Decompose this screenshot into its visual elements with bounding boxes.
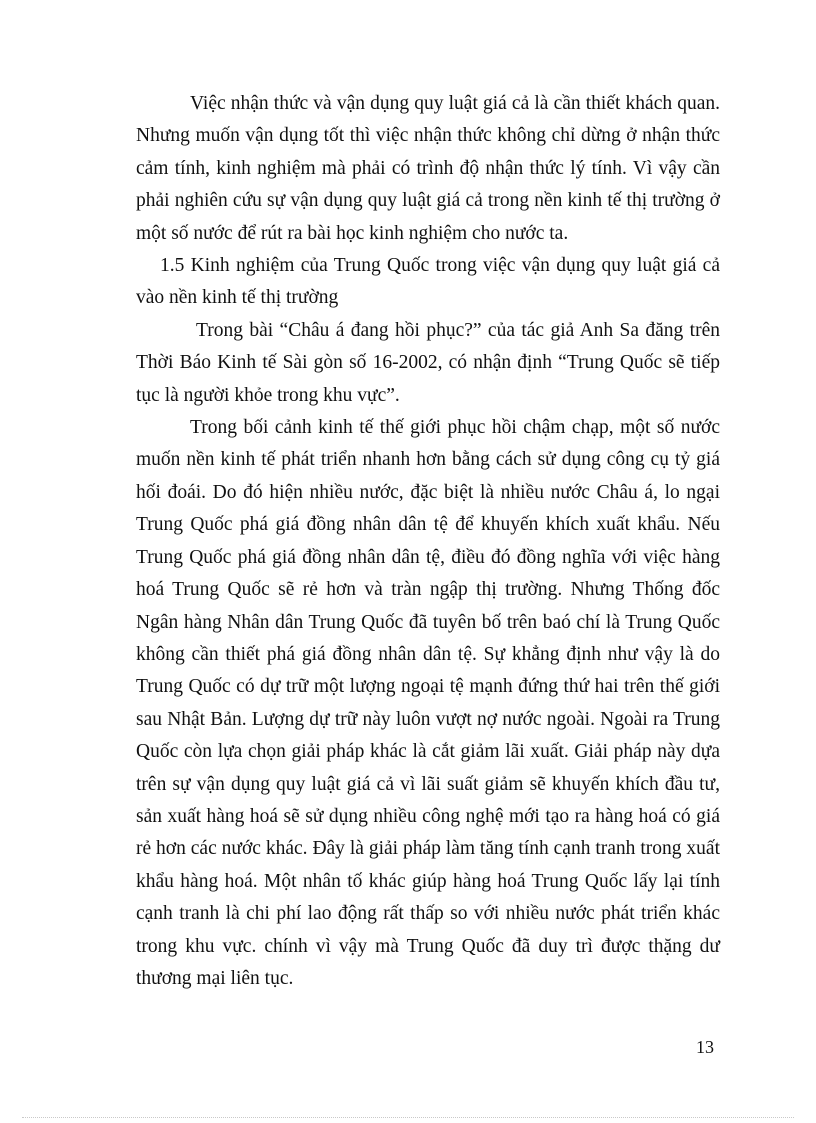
page-number: 13: [696, 1037, 714, 1057]
paragraph-main: Trong bối cảnh kinh tế thế giới phục hồi chậm chạp, một số nước muốn nền kinh tế phát triển nhanh hơn bằng cách sử dụng công cụ tỷ giá hối đoái. Do đó hiện nhiều nước, đặc biệt là nhiều nước Châu á, lo ngại Trung Quốc phá giá đồng nhân dân tệ để khuyến khích xuất khẩu. Nếu Trung Quốc phá giá đồng nhân dân tệ, điều đó đồng nghĩa với việc hàng hoá Trung Quốc sẽ rẻ hơn và tràn ngập thị trường. Nhưng Thống đốc Ngân hàng Nhân dân Trung Quốc đã tuyên bố trên baó chí là Trung Quốc không cần thiết phá giá đồng nhân dân tệ. Sự khẳng định như vậy là do Trung Quốc có dự trữ một lượng ngoại tệ mạnh đứng thứ hai trên thế giới sau Nhật Bản. Lượng dự trữ này luôn vượt nợ nước ngoài. Ngoài ra Trung Quốc còn lựa chọn giải pháp khác là cắt giảm lãi xuất. Giải pháp này dựa trên sự vận dụng quy luật giá cả vì lãi suất giảm sẽ khuyến khích đầu tư, sản xuất hàng hoá sẽ sử dụng nhiều công nghệ mới tạo ra hàng hoá có giá rẻ hơn các nước khác. Đây là giải pháp làm tăng tính cạnh tranh trong xuất khẩu hàng hoá. Một nhân tố khác giúp hàng hoá Trung Quốc lấy lại tính cạnh tranh là chi phí lao động rất thấp so với nhiều nước phát triển khác trong khu vực. chính vì vậy mà Trung Quốc đã duy trì được thặng dư thương mại liên tục.: [136, 417, 720, 989]
page-body: [136, 88, 720, 995]
paragraph-intro: Việc nhận thức và vận dụng quy luật giá cả là cần thiết khách quan. Nhưng muốn vận dụng tốt thì việc nhận thức không chỉ dừng ở nhận thức cảm tính, kinh nghiệm mà phải có trình độ nhận thức lý tính. Vì vậy cần phải nghiên cứu sự vận dụng quy luật giá cả trong nền kinh tế thị trường ở một số nước để rút ra bài học kinh nghiệm cho nước ta.: [136, 93, 720, 244]
footer-divider: [22, 1117, 794, 1118]
paragraph-quote: Trong bài “Châu á đang hồi phục?” của tác giả Anh Sa đăng trên Thời Báo Kinh tế Sài gòn số 16-2002, có nhận định “Trung Quốc sẽ tiếp tục là người khỏe trong khu vực”.: [136, 319, 720, 406]
section-heading: 1.5 Kinh nghiệm của Trung Quốc trong việc vận dụng quy luật giá cả vào nền kinh tế thị trường: [136, 255, 720, 309]
